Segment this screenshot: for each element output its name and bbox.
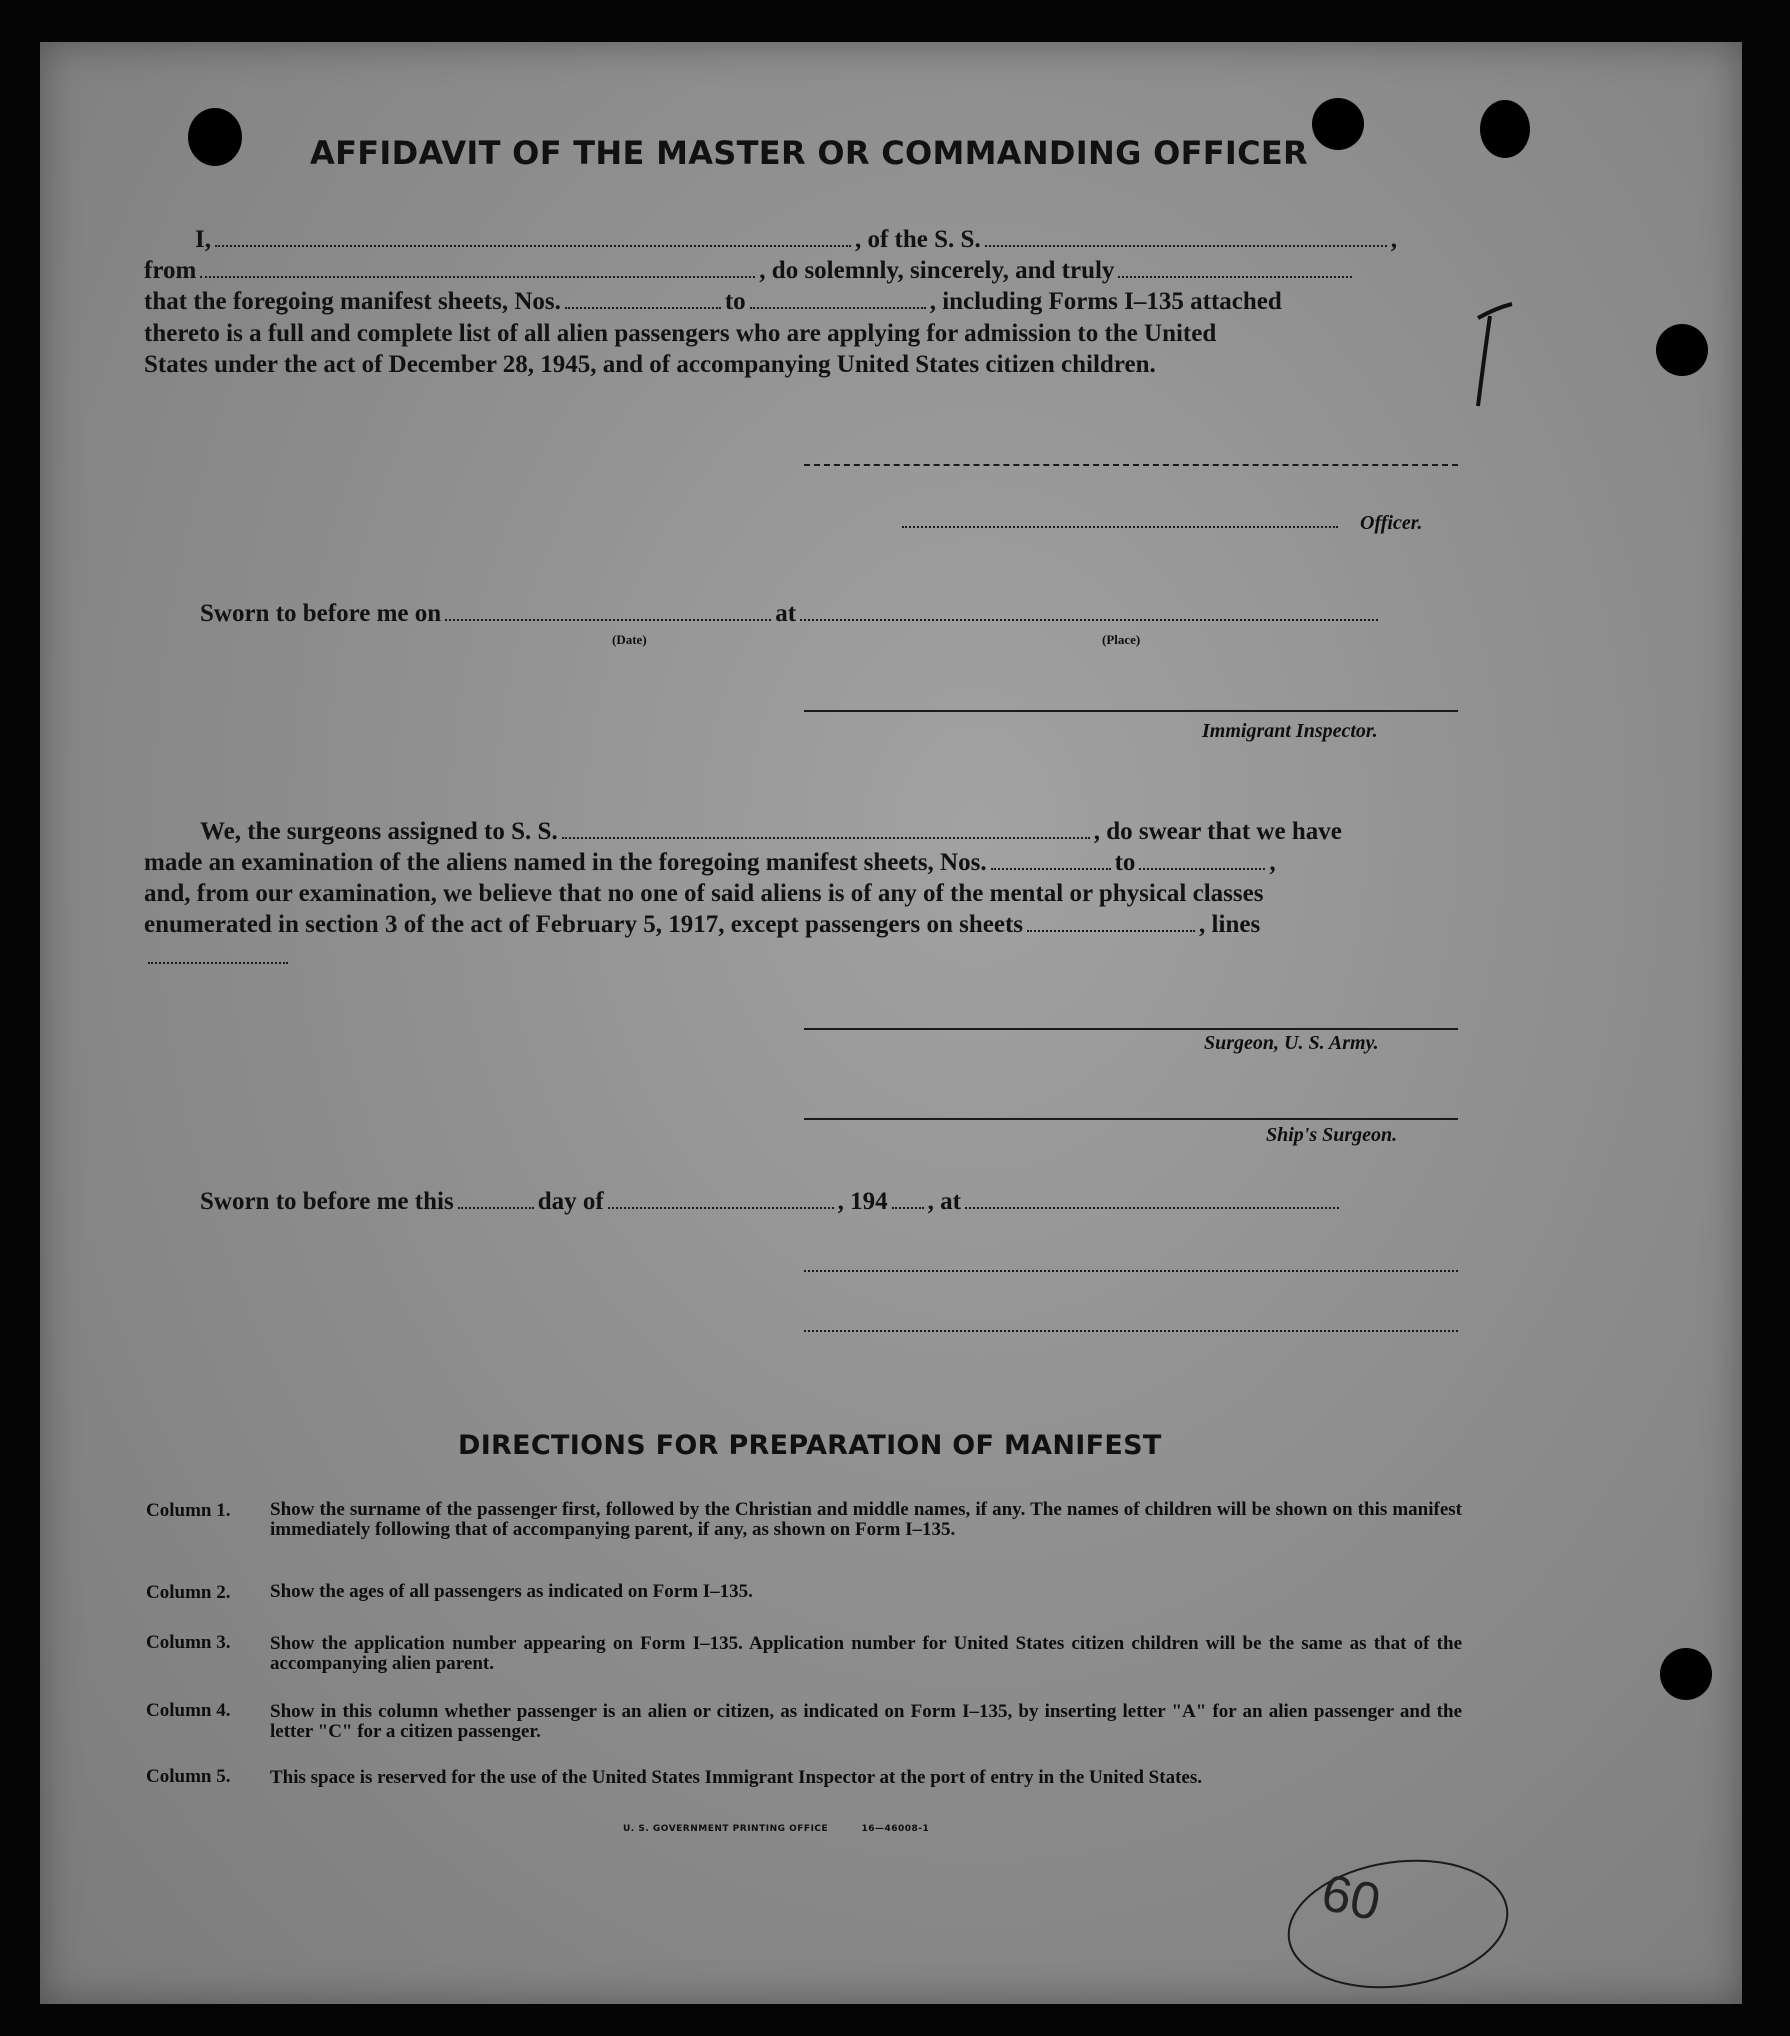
surgeons-lines: , lines bbox=[1199, 911, 1261, 938]
sworn2-signature-line-2[interactable] bbox=[804, 1330, 1458, 1332]
text-comma: , bbox=[1390, 226, 1397, 253]
surgeons-text-l2: made an examination of the aliens named in the foregoing manifest sheets, Nos. bbox=[144, 849, 987, 876]
handwritten-page-number: 60 bbox=[1316, 1863, 1386, 1933]
except-lines-field[interactable] bbox=[148, 962, 288, 964]
footer-office: U. S. GOVERNMENT PRINTING OFFICE bbox=[623, 1824, 829, 1834]
punch-hole bbox=[188, 108, 242, 166]
direction-label-2: Column 2. bbox=[146, 1582, 231, 1603]
surgeons-text-b: , do swear that we have bbox=[1093, 818, 1342, 845]
circled-page-number-mark bbox=[1280, 1852, 1520, 2002]
document-sheet bbox=[40, 42, 1742, 2004]
place-caption: (Place) bbox=[1102, 632, 1141, 647]
port-from-field[interactable] bbox=[200, 276, 755, 278]
text-including: , including Forms I–135 attached bbox=[929, 288, 1282, 315]
direction-text-4: Show in this column whether passenger is an alien or citizen, as indicated on Form I–135, by inserting letter "A" for an alien passenger and the letter "C" for a citizen passenger. bbox=[270, 1701, 1462, 1742]
sworn2-year-field[interactable] bbox=[892, 1207, 924, 1209]
inspector-signature-line[interactable] bbox=[804, 710, 1458, 712]
direction-label-3: Column 3. bbox=[146, 1632, 231, 1653]
sworn-date-field[interactable] bbox=[445, 619, 771, 621]
direction-text-2: Show the ages of all passengers as indicated on Form I–135. bbox=[270, 1581, 753, 1602]
sworn2-month-field[interactable] bbox=[608, 1207, 834, 1209]
army-surgeon-signature-line[interactable] bbox=[804, 1028, 1458, 1030]
text-to: to bbox=[724, 288, 746, 315]
surgeons-sheet-to-field[interactable] bbox=[1139, 868, 1265, 870]
surgeons-sheet-from-field[interactable] bbox=[991, 868, 1111, 870]
sworn-line-2 bbox=[200, 1188, 1343, 1216]
officer-signature-line[interactable] bbox=[902, 526, 1338, 528]
text-swear: , do solemnly, sincerely, and truly bbox=[759, 257, 1115, 284]
sworn-text: Sworn to before me on bbox=[200, 600, 442, 627]
surgeons-comma: , bbox=[1269, 849, 1276, 876]
surgeons-text-a: We, the surgeons assigned to S. S. bbox=[200, 818, 558, 845]
ship-surgeon-signature-line[interactable] bbox=[804, 1118, 1458, 1120]
sworn2-text-a: Sworn to before me this bbox=[200, 1188, 454, 1215]
surgeons-line-1 bbox=[200, 818, 1342, 846]
direction-label-5: Column 5. bbox=[146, 1766, 231, 1787]
direction-label-1: Column 1. bbox=[146, 1500, 231, 1521]
date-caption: (Date) bbox=[612, 632, 647, 647]
surgeons-line-2 bbox=[144, 849, 1276, 877]
sworn2-text-c: , 194 bbox=[837, 1188, 888, 1215]
sheet-to-field[interactable] bbox=[750, 307, 926, 309]
sworn2-text-d: , at bbox=[927, 1188, 961, 1215]
affidavit-line-2 bbox=[144, 257, 1356, 285]
ship-surgeon-label: Ship's Surgeon. bbox=[1266, 1124, 1398, 1146]
text-of-ss: , of the S. S. bbox=[854, 226, 981, 253]
sworn-at: at bbox=[775, 600, 797, 627]
printing-office-footer bbox=[623, 1824, 929, 1834]
surgeons-to: to bbox=[1114, 849, 1136, 876]
direction-label-4: Column 4. bbox=[146, 1700, 231, 1721]
surgeons-text-l4: enumerated in section 3 of the act of February 5, 1917, except passengers on sheets bbox=[144, 911, 1024, 938]
punch-hole bbox=[1480, 100, 1530, 158]
affidavit-line-3 bbox=[144, 288, 1282, 316]
affidavit-line-4: thereto is a full and complete list of all alien passengers who are applying for admission to the United bbox=[144, 320, 1217, 347]
punch-hole bbox=[1656, 324, 1708, 376]
surgeons-line-3: and, from our examination, we believe that no one of said aliens is of any of the mental or physical classes bbox=[144, 880, 1264, 907]
affidavit-line-5: States under the act of December 28, 1945, and of accompanying United States citizen children. bbox=[144, 351, 1156, 378]
master-signature-line[interactable] bbox=[804, 464, 1458, 466]
sworn-place-field[interactable] bbox=[800, 619, 1378, 621]
officer-label: Officer. bbox=[1360, 512, 1423, 534]
sheet-from-field[interactable] bbox=[565, 307, 721, 309]
directions-title: DIRECTIONS FOR PREPARATION OF MANIFEST bbox=[458, 1430, 1162, 1461]
except-sheets-field[interactable] bbox=[1027, 930, 1195, 932]
sworn2-signature-line-1[interactable] bbox=[804, 1270, 1458, 1272]
direction-text-1: Show the surname of the passenger first, followed by the Christian and middle names, if any. The names of children will be shown on this manifest immediately following that of accompanying parent, if any, as shown on Form I–135. bbox=[270, 1499, 1462, 1540]
handwritten-mark bbox=[1470, 298, 1520, 418]
direction-text-3: Show the application number appearing on Form I–135. Application number for United States citizen children will be the same as that of the accompanying alien parent. bbox=[270, 1633, 1462, 1674]
army-surgeon-label: Surgeon, U. S. Army. bbox=[1204, 1032, 1379, 1054]
text-from: from bbox=[144, 257, 197, 284]
master-name-field[interactable] bbox=[215, 245, 851, 247]
text-that: that the foregoing manifest sheets, Nos. bbox=[144, 288, 561, 315]
surgeons-line-4 bbox=[144, 911, 1260, 939]
sworn2-place-field[interactable] bbox=[965, 1207, 1339, 1209]
sworn2-day-field[interactable] bbox=[458, 1207, 534, 1209]
sworn2-text-b: day of bbox=[537, 1188, 604, 1215]
affidavit-title: AFFIDAVIT OF THE MASTER OR COMMANDING OFFICER bbox=[310, 134, 1308, 172]
punch-hole bbox=[1660, 1648, 1712, 1700]
surgeons-ship-field[interactable] bbox=[562, 837, 1090, 839]
punch-hole bbox=[1312, 98, 1364, 150]
direction-text-5: This space is reserved for the use of the United States Immigrant Inspector at the port of entry in the United States. bbox=[270, 1767, 1202, 1788]
affidavit-line-1 bbox=[195, 226, 1397, 254]
oath-field[interactable] bbox=[1118, 276, 1352, 278]
immigrant-inspector-label: Immigrant Inspector. bbox=[1202, 720, 1378, 742]
text-I: I, bbox=[195, 226, 211, 253]
footer-code: 16—46008-1 bbox=[861, 1824, 930, 1834]
sworn-line-1 bbox=[200, 600, 1382, 628]
ship-name-field[interactable] bbox=[985, 245, 1387, 247]
